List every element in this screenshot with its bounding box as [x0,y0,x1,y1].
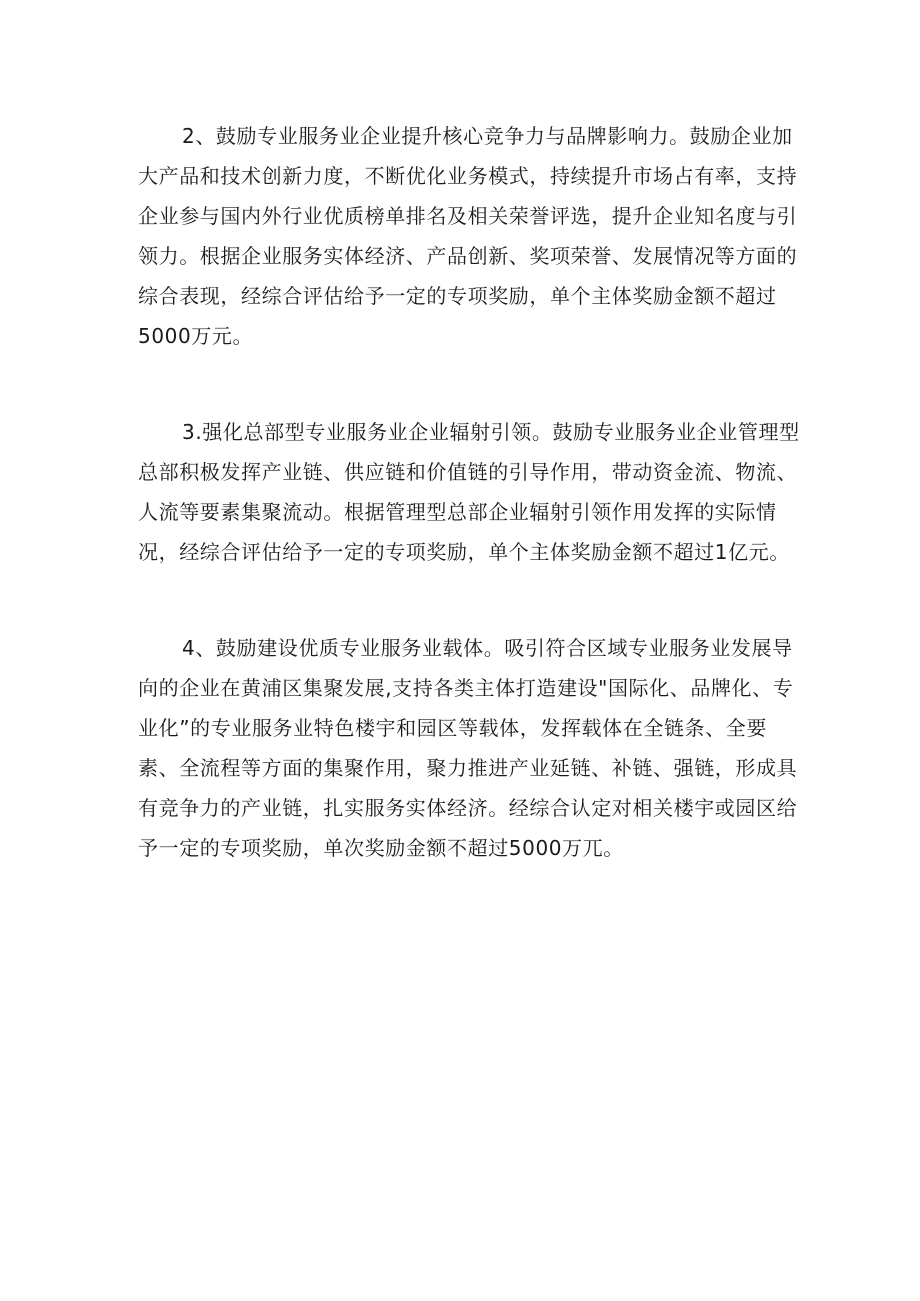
text-line: 业化”的专业服务业特色楼宇和园区等载体，发挥载体在全链条、全要 [138,716,767,740]
paragraph-3 [138,412,800,572]
text-line: 向的企业在黄浦区集聚发展,支持各类主体打造建设"国际化、品牌化、专 [138,676,794,700]
paragraph-spacer [138,572,790,628]
text-line: 素、全流程等方面的集聚作用，聚力推进产业延链、补链、强链，形成具 [138,756,798,780]
text-line: 况，经综合评估给予一定的专项奖励，单个主体奖励金额不超过1亿元。 [138,540,790,564]
text-line: 领力。根据企业服务实体经济、产品创新、奖项荣誉、发展情况等方面的 [138,244,798,268]
text-line: 企业参与国内外行业优质榜单排名及相关荣誉评选，提升企业知名度与引 [138,204,798,228]
text-line: 2、鼓励专业服务业企业提升核心竞争力与品牌影响力。鼓励企业加 [182,124,793,148]
text-line: 3.强化总部型专业服务业企业辐射引领。鼓励专业服务业企业管理型 [182,420,800,444]
text-line: 大产品和技术创新力度，不断优化业务模式，持续提升市场占有率，支持 [138,164,798,188]
text-line: 5000万元。 [138,324,254,348]
text-line: 予一定的专项奖励，单次奖励金额不超过5000万兀。 [138,836,624,860]
paragraph-2 [138,116,798,356]
paragraph-4 [138,628,798,868]
document-body [138,116,800,868]
text-line: 综合表现，经综合评估给予一定的专项奖励，单个主体奖励金额不超过 [138,284,777,308]
text-line: 4、鼓励建设优质专业服务业载体。吸引符合区域专业服务业发展导 [182,636,793,660]
text-line: 有竞争力的产业链，扎实服务实体经济。经综合认定对相关楼宇或园区给 [138,796,798,820]
paragraph-spacer [138,356,790,412]
text-line: 总部积极发挥产业链、供应链和价值链的引导作用，带动资金流、物流、 [138,460,798,484]
text-line: 人流等要素集聚流动。根据管理型总部企业辐射引领作用发挥的实际情 [138,500,777,524]
